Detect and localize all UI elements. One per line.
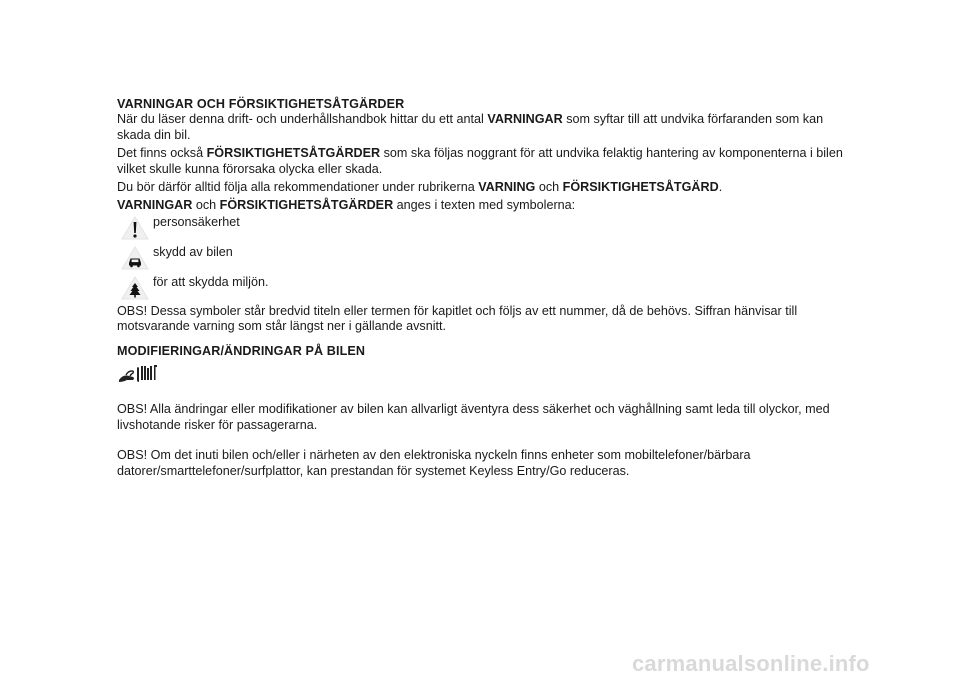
warning-triangle-icon bbox=[120, 215, 150, 241]
text: anges i texten med symbolerna: bbox=[393, 198, 576, 213]
car-warning-icon bbox=[120, 245, 150, 271]
text: och bbox=[535, 180, 563, 195]
text: som syftar till att undvika förfaranden som kan skada din bil. bbox=[117, 112, 824, 142]
paragraph-symbols-intro bbox=[117, 198, 857, 213]
bold-term: VARNINGAR bbox=[117, 198, 193, 213]
symbol-label: personsäkerhet bbox=[153, 214, 240, 229]
text: och bbox=[192, 198, 220, 213]
section-title-modifications: MODIFIERINGAR/ÄNDRINGAR PÅ BILEN bbox=[117, 343, 366, 358]
text: Det finns också bbox=[117, 146, 207, 161]
bold-term: VARNINGAR bbox=[487, 112, 563, 127]
manual-page bbox=[117, 97, 857, 479]
paragraph-keyless-note: OBS! Om det inuti bilen och/eller i närheten av den elektroniska nyckeln finns enheter som mobiltelefoner/bärbara datorer/smarttelefoner/surfplattor, kan prestandan för systemet Keyless Entry/Go reduceras. bbox=[117, 448, 751, 478]
symbol-label: för att skydda miljön. bbox=[153, 274, 269, 289]
text: När du läser denna drift- och underhållshandbok hittar du ett antal bbox=[117, 112, 488, 127]
symbol-row-environment bbox=[117, 275, 857, 304]
symbol-row-vehicle-protection bbox=[117, 245, 857, 274]
paragraph-precautions bbox=[117, 146, 857, 177]
text: som ska följas noggrant för att undvika felaktig hantering av komponenterna i bilen vilket skulle kunna förorsaka olycka eller skada. bbox=[117, 146, 843, 176]
bold-term: VARNING bbox=[478, 180, 536, 195]
symbol-label: skydd av bilen bbox=[153, 244, 233, 259]
symbol-row-personal-safety bbox=[117, 215, 857, 244]
text: Du bör därför alltid följa alla rekommendationer under rubrikerna bbox=[117, 180, 479, 195]
paragraph-modification-warning: OBS! Alla ändringar eller modifikationer av bilen kan allvarligt äventyra dess säkerhet och väghållning samt leda till olyckor, med livshotande risker för passagerarna. bbox=[117, 402, 830, 432]
bold-term: FÖRSIKTIGHETSÅTGÄRDER bbox=[219, 198, 394, 213]
bold-term: FÖRSIKTIGHETSÅTGÄRD bbox=[562, 180, 719, 195]
paragraph-symbols-note: OBS! Dessa symboler står bredvid titeln eller termen för kapitlet och följs av ett nummer, då de behövs. Siffran hänvisar till motsvarande varning som står längst ner i gällande avsnitt. bbox=[117, 303, 798, 334]
paragraph-recommendations bbox=[117, 180, 857, 195]
paragraph-intro bbox=[117, 112, 857, 143]
hand-tool-icon bbox=[117, 362, 163, 384]
bold-term: FÖRSIKTIGHETSÅTGÄRDER bbox=[206, 146, 381, 161]
text: . bbox=[718, 180, 723, 195]
tree-warning-icon bbox=[120, 275, 150, 301]
watermark: carmanualsonline.info bbox=[632, 651, 870, 676]
section-title-warnings: VARNINGAR OCH FÖRSIKTIGHETSÅTGÄRDER bbox=[117, 97, 405, 111]
